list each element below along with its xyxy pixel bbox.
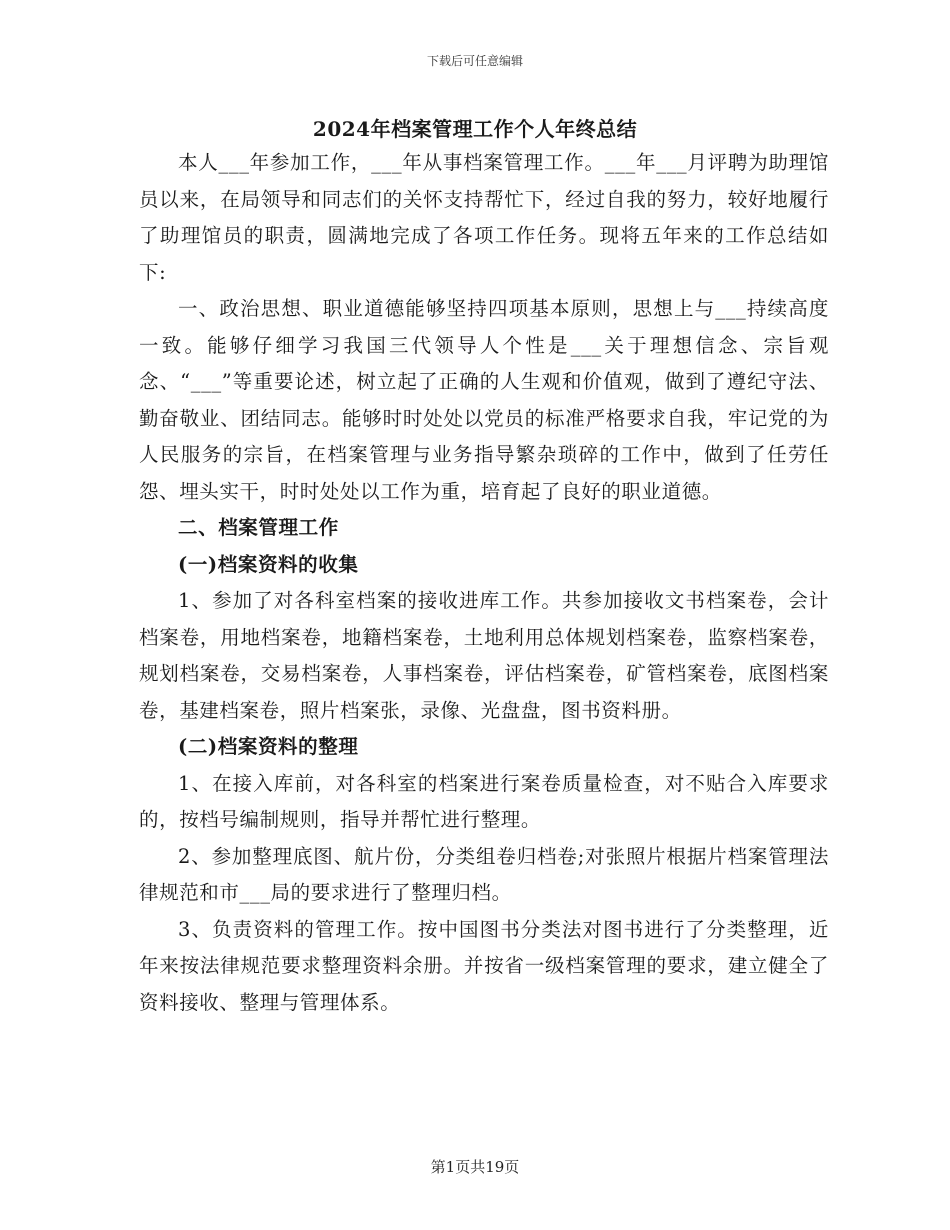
paragraph-organization-2: 2、参加整理底图、航片份，分类组卷归档卷;对张照片根据片档案管理法律规范和市___局的要求进行了整理归档。 [139, 844, 829, 904]
subsection-heading-organization: (二)档案资料的整理 [178, 735, 359, 758]
document-title: 2024年档案管理工作个人年终总结 [312, 117, 638, 141]
paragraph-organization-1: 1、在接入库前，对各科室的档案进行案卷质量检查，对不贴合入库要求的，按档号编制规则，指导并帮忙进行整理。 [139, 771, 829, 831]
paragraph-intro: 本人___年参加工作，___年从事档案管理工作。___年___月评聘为助理馆员以来，在局领导和同志们的关怀支持帮忙下，经过自我的努力，较好地履行了助理馆员的职责，圆满地完成了各项工作任务。现将五年来的工作总结如下: [139, 151, 829, 284]
paragraph-organization-3: 3、负责资料的管理工作。按中国图书分类法对图书进行了分类整理，近年来按法律规范要求整理资料余册。并按省一级档案管理的要求，建立健全了资料接收、整理与管理体系。 [139, 917, 829, 1014]
section-heading-archive-work: 二、档案管理工作 [178, 516, 339, 539]
page-number: 第1页共19页 [430, 1158, 520, 1176]
document-body [139, 145, 829, 1021]
paragraph-political-ethics: 一、政治思想、职业道德能够坚持四项基本原则，思想上与___持续高度一致。能够仔细学习我国三代领导人个性是___关于理想信念、宗旨观念、“___”等重要论述，树立起了正确的人生观和价值观，做到了遵纪守法、勤奋敬业、团结同志。能够时时处处以党员的标准严格要求自我，牢记党的为人民服务的宗旨，在档案管理与业务指导繁杂琐碎的工作中，做到了任劳任怨、埋头实干，时时处处以工作为重，培育起了良好的职业道德。 [139, 297, 829, 503]
subsection-heading-collection: (一)档案资料的收集 [178, 552, 359, 576]
paragraph-collection-1: 1、参加了对各科室档案的接收进库工作。共参加接收文书档案卷，会计档案卷，用地档案卷，地籍档案卷，土地利用总体规划档案卷，监察档案卷，规划档案卷，交易档案卷，人事档案卷，评估档案卷，矿管档案卷，底图档案卷，基建档案卷，照片档案张，录像、光盘盘，图书资料册。 [139, 589, 829, 722]
header-note: 下载后可任意编辑 [426, 54, 523, 68]
